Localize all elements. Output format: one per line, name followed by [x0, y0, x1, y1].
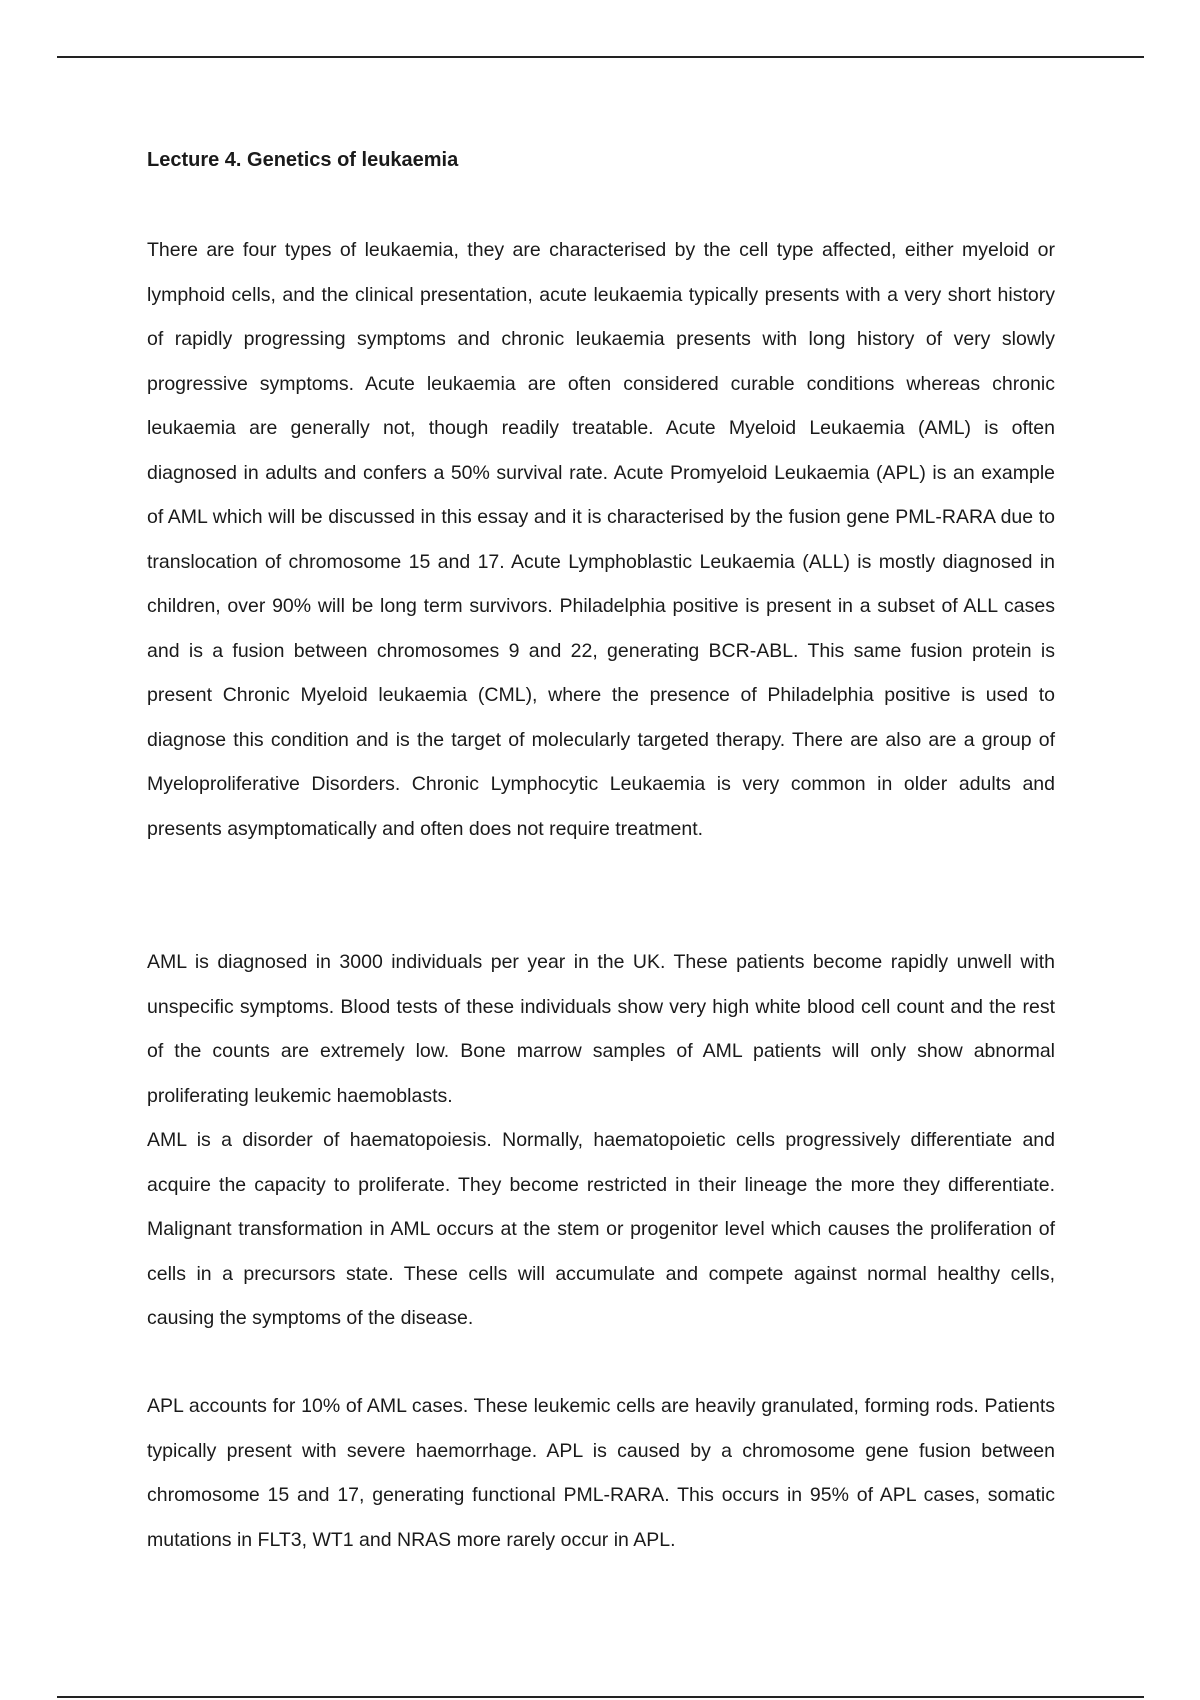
- paragraph-apl: APL accounts for 10% of AML cases. These leukemic cells are heavily granulated, forming rods. Patients typically present with severe haemorrhage. APL is caused by a chromosome gene fusion between chromosome 15 and 17, generating functional PML-RARA. This occurs in 95% of APL cases, somatic mutations in FLT3, WT1 and NRAS more rarely occur in APL.: [147, 1395, 1055, 1551]
- paragraph-leukaemia-types: There are four types of leukaemia, they are characterised by the cell type affected, either myeloid or lymphoid cells, and the clinical presentation, acute leukaemia typically presents with a very short history of rapidly progressing symptoms and chronic leukaemia presents with long history of very slowly progressive symptoms. Acute leukaemia are often considered curable conditions whereas chronic leukaemia are generally not, though readily treatable. Acute Myeloid Leukaemia (AML) is often diagnosed in adults and confers a 50% survival rate. Acute Promyeloid Leukaemia (APL) is an example of AML which will be discussed in this essay and it is characterised by the fusion gene PML-RARA due to translocation of chromosome 15 and 17. Acute Lymphoblastic Leukaemia (ALL) is mostly diagnosed in children, over 90% will be long term survivors. Philadelphia positive is present in a subset of ALL cases and is a fusion between chromosomes 9 and 22, generating BCR-ABL. This same fusion protein is present Chronic Myeloid leukaemia (CML), where the presence of Philadelphia positive is used to diagnose this condition and is the target of molecularly targeted therapy. There are also are a group of Myeloproliferative Disorders. Chronic Lymphocytic Leukaemia is very common in older adults and presents asymptomatically and often does not require treatment.: [147, 239, 1055, 840]
- page-title: Lecture 4. Genetics of leukaemia: [147, 149, 459, 171]
- paragraph-aml-haematopoiesis: AML is a disorder of haematopoiesis. Normally, haematopoietic cells progressively differentiate and acquire the capacity to proliferate. They become restricted in their lineage the more they differentiate. Malignant transformation in AML occurs at the stem or progenitor level which causes the proliferation of cells in a precursors state. These cells will accumulate and compete against normal healthy cells, causing the symptoms of the disease.: [147, 1129, 1055, 1329]
- bottom-divider: [57, 1696, 1144, 1698]
- paragraph-aml-diagnosis: AML is diagnosed in 3000 individuals per year in the UK. These patients become rapidly unwell with unspecific symptoms. Blood tests of these individuals show very high white blood cell count and the rest of the counts are extremely low. Bone marrow samples of AML patients will only show abnormal proliferating leukemic haemoblasts.: [147, 951, 1055, 1107]
- top-divider: [57, 56, 1144, 58]
